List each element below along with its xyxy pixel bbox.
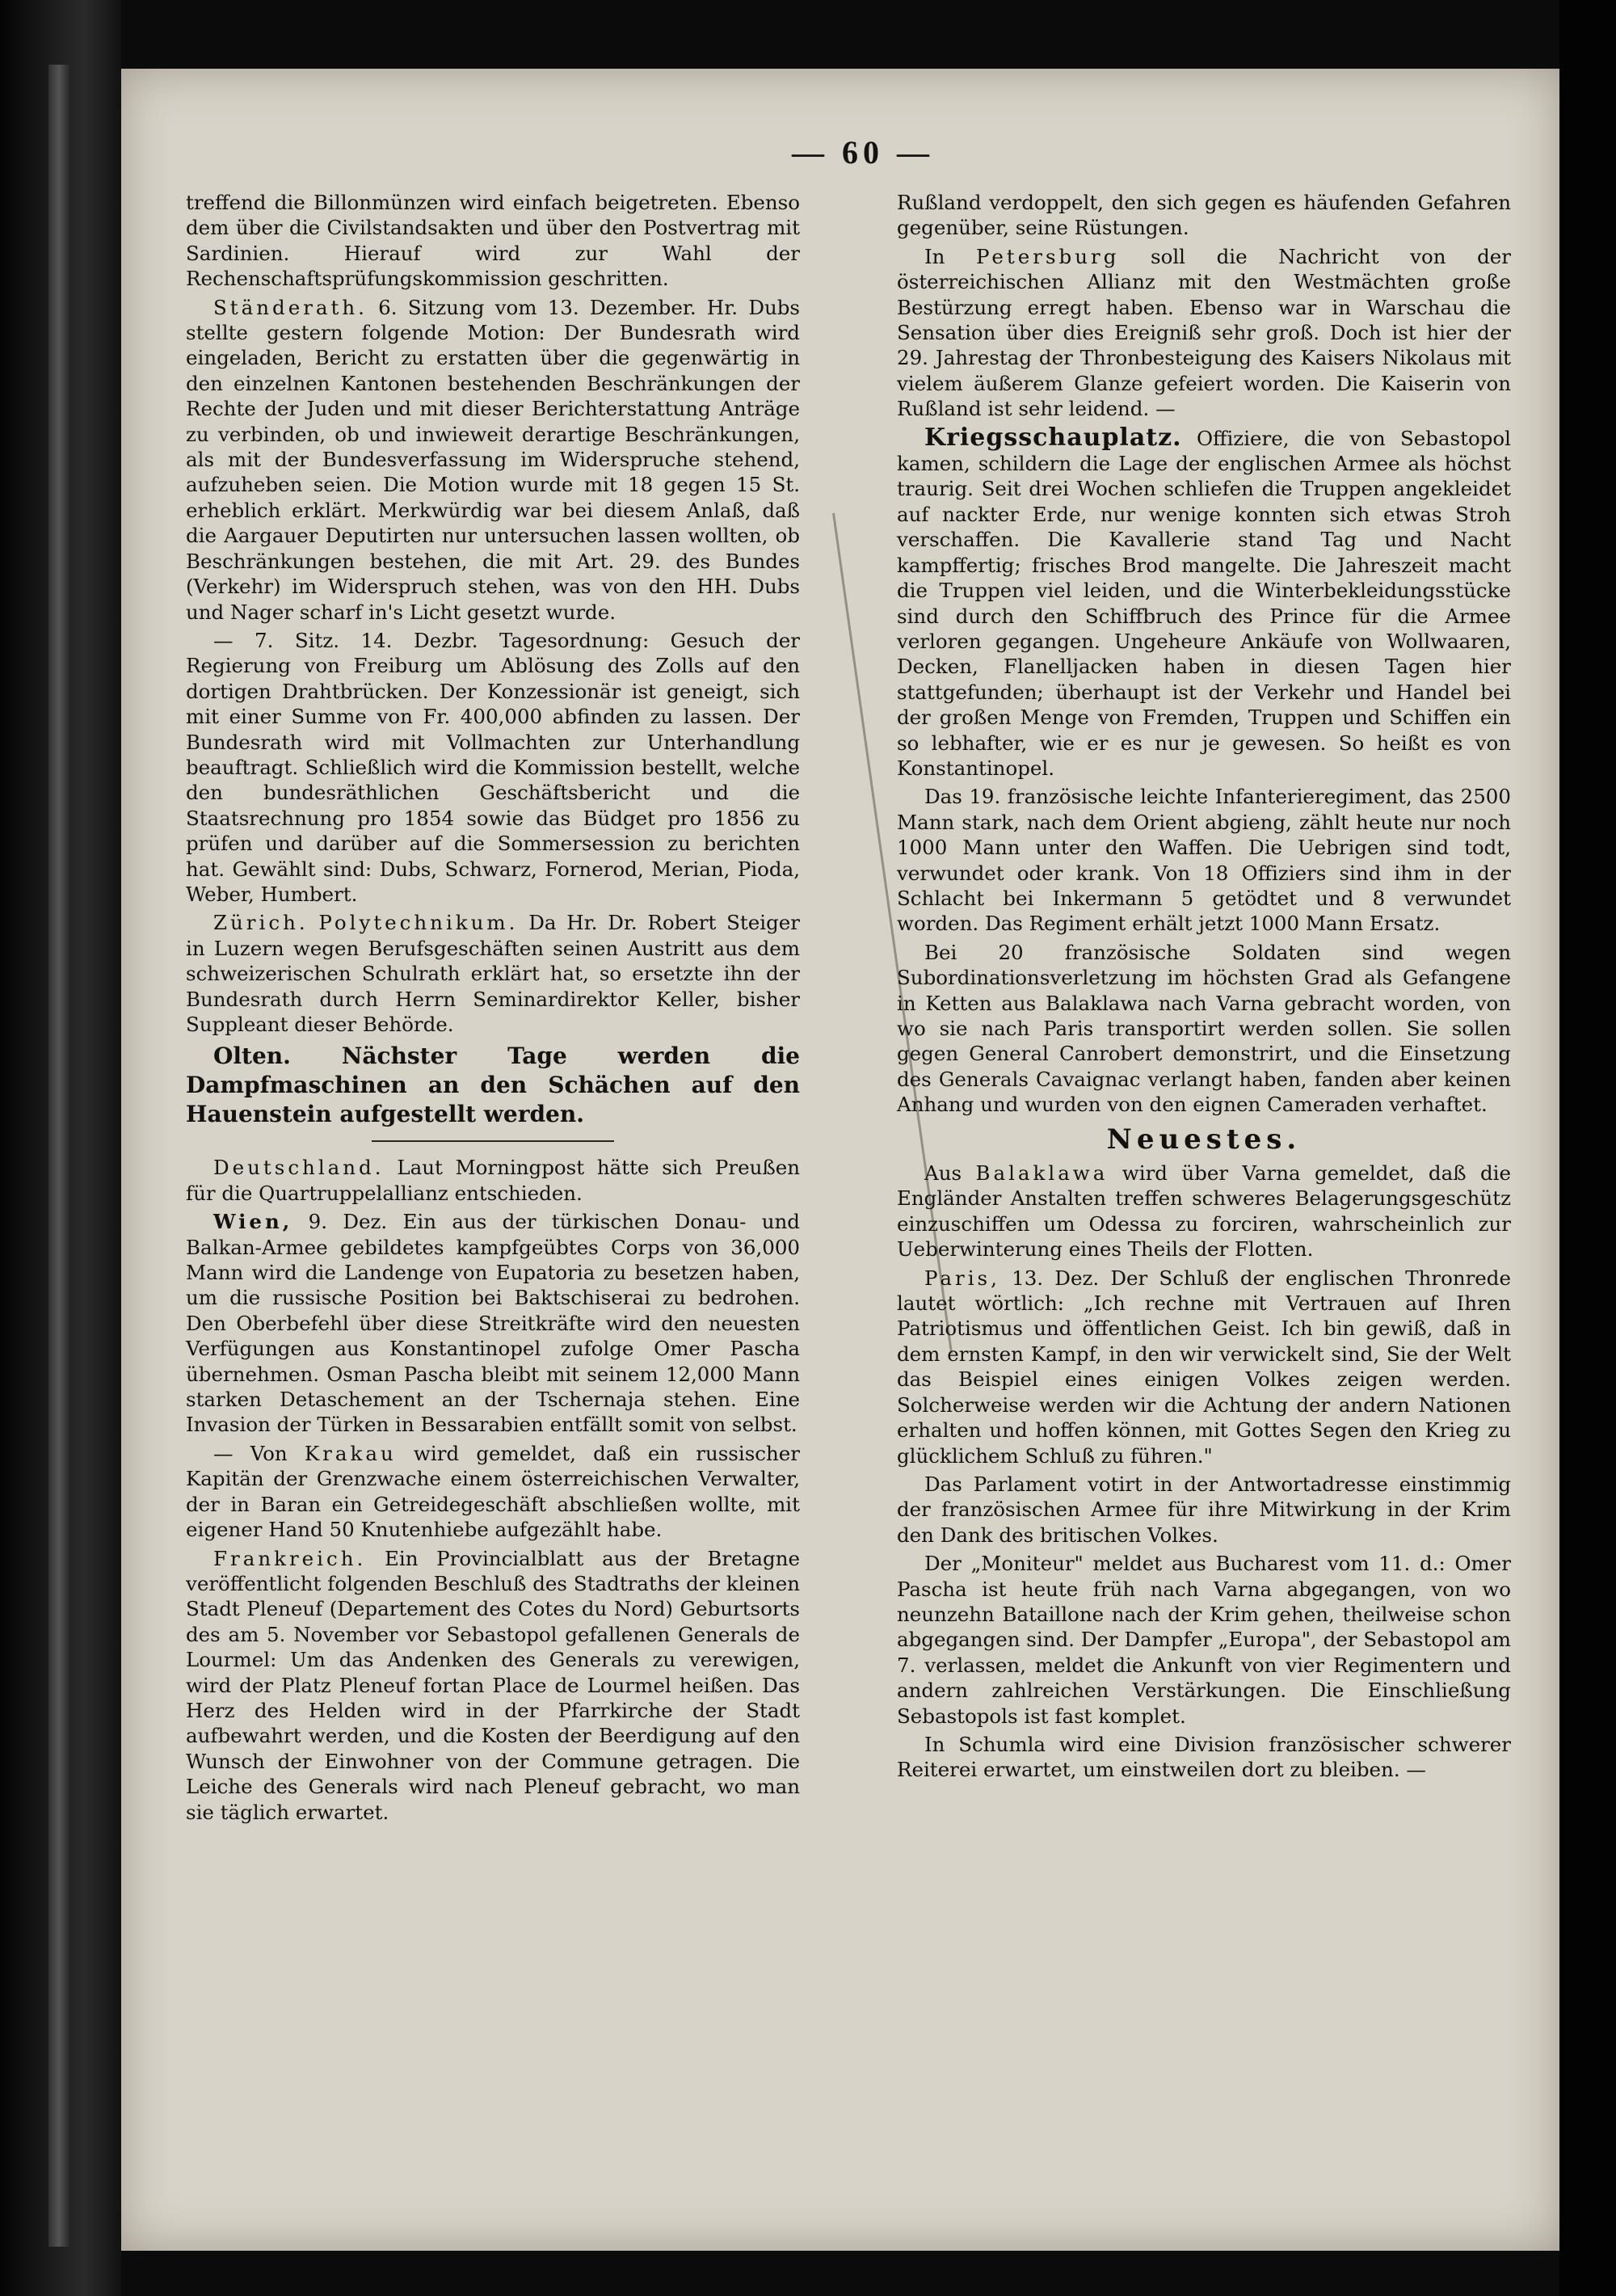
left-column [186,190,800,1828]
right-p2-text: soll die Nachricht von der österreichischen Allianz mit den Westmächten große Bestürzung erregt haben. Ebenso war in Warschau die Sensation über dies Ereigniß sehr groß. Doch ist hier der 29. Jahrestag der Thronbesteigung des Kaisers Nikolaus mit vielem äußerem Glanze gefeiert worden. Die Kaiserin von Rußland ist sehr leidend. — [897,244,1512,421]
left-p2-text: 6. Sitzung vom 13. Dezember. Hr. Dubs stellte gestern folgende Motion: Der Bundesrath wird eingeladen, Bericht zu erstatten über die gegenwärtig in den einzelnen Kantonen bestehenden Beschränkungen der Rechte der Juden und mit dieser Berichterstattung Anträge zu verbinden, ob und inwieweit derartige Beschränkungen, als mit der Bundesverfassung im Widerspruche stehend, aufzuheben seien. Die Motion wurde mit 18 gegen 15 St. erheblich erklärt. Merkwürdig war bei diesem Anlaß, daß die Aargauer Deputirten nur untersuchen lassen wollten, ob Beschränkungen bestehen, die mit Art. 29. des Bundes (Verkehr) im Widerspruch stehen, was von den HH. Dubs und Nager scharf in's Licht gesetzt wurde. [186,295,800,624]
left-p4-text: Da Hr. Dr. Robert Steiger in Luzern wegen Berufsgeschäften seinen Austritt aus dem schweizerischen Schulrath erklärt hat, so ersetzte ihn der Bundesrath durch Herrn Seminardirektor Keller, bisher Suppleant dieser Behörde. [186,911,800,1036]
left-p1: treffend die Billonmünzen wird einfach beigetreten. Ebenso dem über die Civilstandsakten und über den Postvertrag mit Sardinien. Hierauf wird zur Wahl der Rechenschaftsprüfungskommission geschritten. [186,191,800,291]
right-p7-text: 13. Dez. Der Schluß der englischen Thronrede lautet wörtlich: „Ich rechne mit Vertrauen auf Ihren Patriotismus und öffentlichen Geist. Ich bin gewiß, daß in dem ernsten Kampf, in den wir verwickelt sind, Sie der Welt das Beispiel eines einigen Volkes zeigen werden. Solcherweise werden wir die Achtung der andern Nationen erhalten und hoffen können, mit Gottes Segen den Krieg zu glücklichem Schluß zu führen." [897,1266,1511,1468]
left-p3: — 7. Sitz. 14. Dezbr. Tagesordnung: Gesuch der Regierung von Freiburg um Ablösung des Zolls auf den dortigen Drahtbrücken. Der Konzessionär ist geneigt, sich mit einer Summe von Fr. 400,000 abfinden zu lassen. Der Bundesrath wird mit Vollmachten zur Unterhandlung beauftragt. Schließlich wird die Kommission bestellt, welche den bundesräthlichen Geschäftsbericht und die Staatsrechnung pro 1854 sowie das Büdget pro 1856 zu prüfen und darüber auf die Sommersession zu berichten hat. Gewählt sind: Dubs, Schwarz, Fornerod, Merian, Pioda, Weber, Humbert. [186,628,800,906]
sub-polytechnikum: Polytechnikum. [318,911,519,935]
place-petersburg: Petersburg [976,244,1120,268]
left-p6 [186,1209,800,1438]
left-p5 [186,1155,800,1206]
place-frankreich: Frankreich. [213,1546,367,1570]
place-deutschland: Deutschland. [213,1156,385,1180]
film-strip [48,65,69,2247]
right-p8: Das Parlament votirt in der Antwortadresse einstimmig der französischen Armee für ihre Mitwirkung in der Krim den Dank des britischen Volkes. [897,1472,1511,1547]
film-border-right [1559,0,1616,2296]
film-border-left [0,0,121,2296]
left-p5-text: Laut Morningpost hätte sich Preußen für die Quartruppelallianz entschieden. [186,1156,800,1205]
place-standerath: Ständerath. [213,295,368,319]
left-p6-text: 9. Dez. Ein aus der türkischen Donau- und Balkan-Armee gebildetes kampfgeübtes Corps von 36,000 Mann wird die Landenge von Eupatoria zu besetzen haben, um die russische Position bei Baktschiserai zu bedrohen. Den Oberbefehl über diese Streitkräfte wird den neuesten Verfügungen aus Konstantinopel zufolge Omer Pascha übernehmen. Osman Pascha bleibt mit seinem 12,000 Mann starken Detaschement an der Tschernaja stehen. Eine Invasion der Türken in Bessarabien entfällt somit von selbst. [186,1210,800,1437]
place-krakau: Krakau [304,1441,397,1465]
place-wien: Wien, [213,1210,293,1234]
section-neuestes: Neuestes. [1106,1123,1302,1156]
right-p2 [897,244,1511,422]
right-p9: Der „Moniteur" meldet aus Bucharest vom 11. d.: Omer Pascha ist heute früh nach Varna abgegangen, von wo neunzehn Bataillone nach der Krim gehen, theilweise schon abgegangen sind. Der Dampfer „Europa", der Sebastopol am 7. verlassen, meldet die Ankunft von vier Regimentern und andern zahlreichen Verstärkungen. Die Einschließung Sebastopols ist fast komplet. [897,1552,1511,1728]
right-p7 [897,1266,1511,1468]
left-p7-pre: — Von [213,1441,305,1465]
right-p1: Rußland verdoppelt, den sich gegen es häufenden Gefahren gegenüber, seine Rüstungen. [897,191,1511,240]
right-p3 [897,425,1511,781]
left-p7 [186,1441,800,1543]
olten-notice: Olten. Nächster Tage werden die Dampfmaschinen an den Schächen auf den Hauenstein aufgestellt werden. [186,1043,800,1128]
left-p8 [186,1546,800,1825]
left-p8-text: Ein Provincialblatt aus der Bretagne veröffentlicht folgenden Beschluß des Stadtraths der kleinen Stadt Pleneuf (Departement des Cotes du Nord) Geburtsorts des am 5. November vor Sebastopol gefallenen Generals de Lourmel: Um das Andenken des Generals zu verewigen, wird der Platz Pleneuf fortan Place de Lourmel heißen. Das Herz des Helden wird in der Pfarrkirche der Stadt aufbewahrt werden, und die Kosten der Beerdigung auf den Wunsch der Einwohner von der Commune getragen. Die Leiche des Generals wird nach Pleneuf gebracht, wo man sie täglich erwartet. [186,1546,800,1824]
right-p6-pre: Aus [924,1161,976,1186]
place-balaklawa: Balaklawa [975,1161,1109,1186]
right-p4: Das 19. französische leichte Infanterieregiment, das 2500 Mann stark, nach dem Orient abgieng, zählt heute nur noch 1000 Mann unter den Waffen. Die Uebrigen sind todt, verwundet oder krank. Von 18 Offiziers sind ihm in der Schlacht bei Inkermann 5 getödtet und 8 verwundet worden. Das Regiment erhält jetzt 1000 Mann Ersatz. [897,785,1511,936]
right-p3-text: Offiziere, die von Sebastopol kamen, schildern die Lage der englischen Armee als höchst traurig. Seit drei Wochen schliefen die Truppen angekleidet auf nackter Erde, nur wenige konnten sich etwas Stroh verschaffen. Die Kavallerie stand Tag und Nacht kampffertig; frisches Brod mangelte. Die Jahreszeit macht die Truppen viel leiden, und die Winterbekleidungsstücke sind durch den Schiffbruch des Prince für die Armee verloren gegangen. Ungeheure Ankäufe von Wollwaaren, Decken, Flanelljacken haben in diesen Tagen hier stattgefunden; überhaupt ist der Verkehr und Handel bei der großen Menge von Fremden, Truppen und Schiffen ein so lebhafter, wie er es nur je gewesen. So heißt es von Konstantinopel. [897,426,1511,780]
left-p4 [186,910,800,1037]
right-p5: Bei 20 französische Soldaten sind wegen Subordinationsverletzung im höchsten Grad als Gefangene in Ketten aus Balaklawa nach Varna gebracht worden, von wo sie nach Paris transportirt werden sollen. Sie sollen gegen General Canrobert demonstrirt, und die Einsetzung des Generals Cavaignac verlangt haben, fanden aber keinen Anhang und wurden von den eignen Cameraden verhaftet. [897,940,1511,1117]
page-number: — 60 — [792,134,934,171]
right-p6 [897,1161,1511,1262]
left-p7-text: wird gemeldet, daß ein russischer Kapitän der Grenzwache einem österreichischen Verwalter, der in Baran ein Getreidegeschäft abschließen wollte, mit eigener Hand 50 Knutenhiebe aufgezählt habe. [186,1441,800,1542]
divider-rule [372,1140,614,1142]
newspaper-page [121,69,1559,2251]
right-column [897,190,1511,1786]
kriegsschauplatz-heading: Kriegsschauplatz. [924,423,1182,452]
right-p6-text: wird über Varna gemeldet, daß die Engländer Anstalten treffen schweres Belagerungsgeschütz einzuschiffen um Odessa zu forciren, wahrscheinlich zur Ueberwinterung eines Theils der Flotten. [897,1161,1511,1262]
right-p10: In Schumla wird eine Division französischer schwerer Reiterei erwartet, um einstweilen dort zu bleiben. — [897,1732,1511,1782]
right-p2-pre: In [924,244,977,268]
left-p2 [186,295,800,625]
place-zurich: Zürich. [213,911,309,935]
place-paris: Paris, [924,1266,1000,1290]
